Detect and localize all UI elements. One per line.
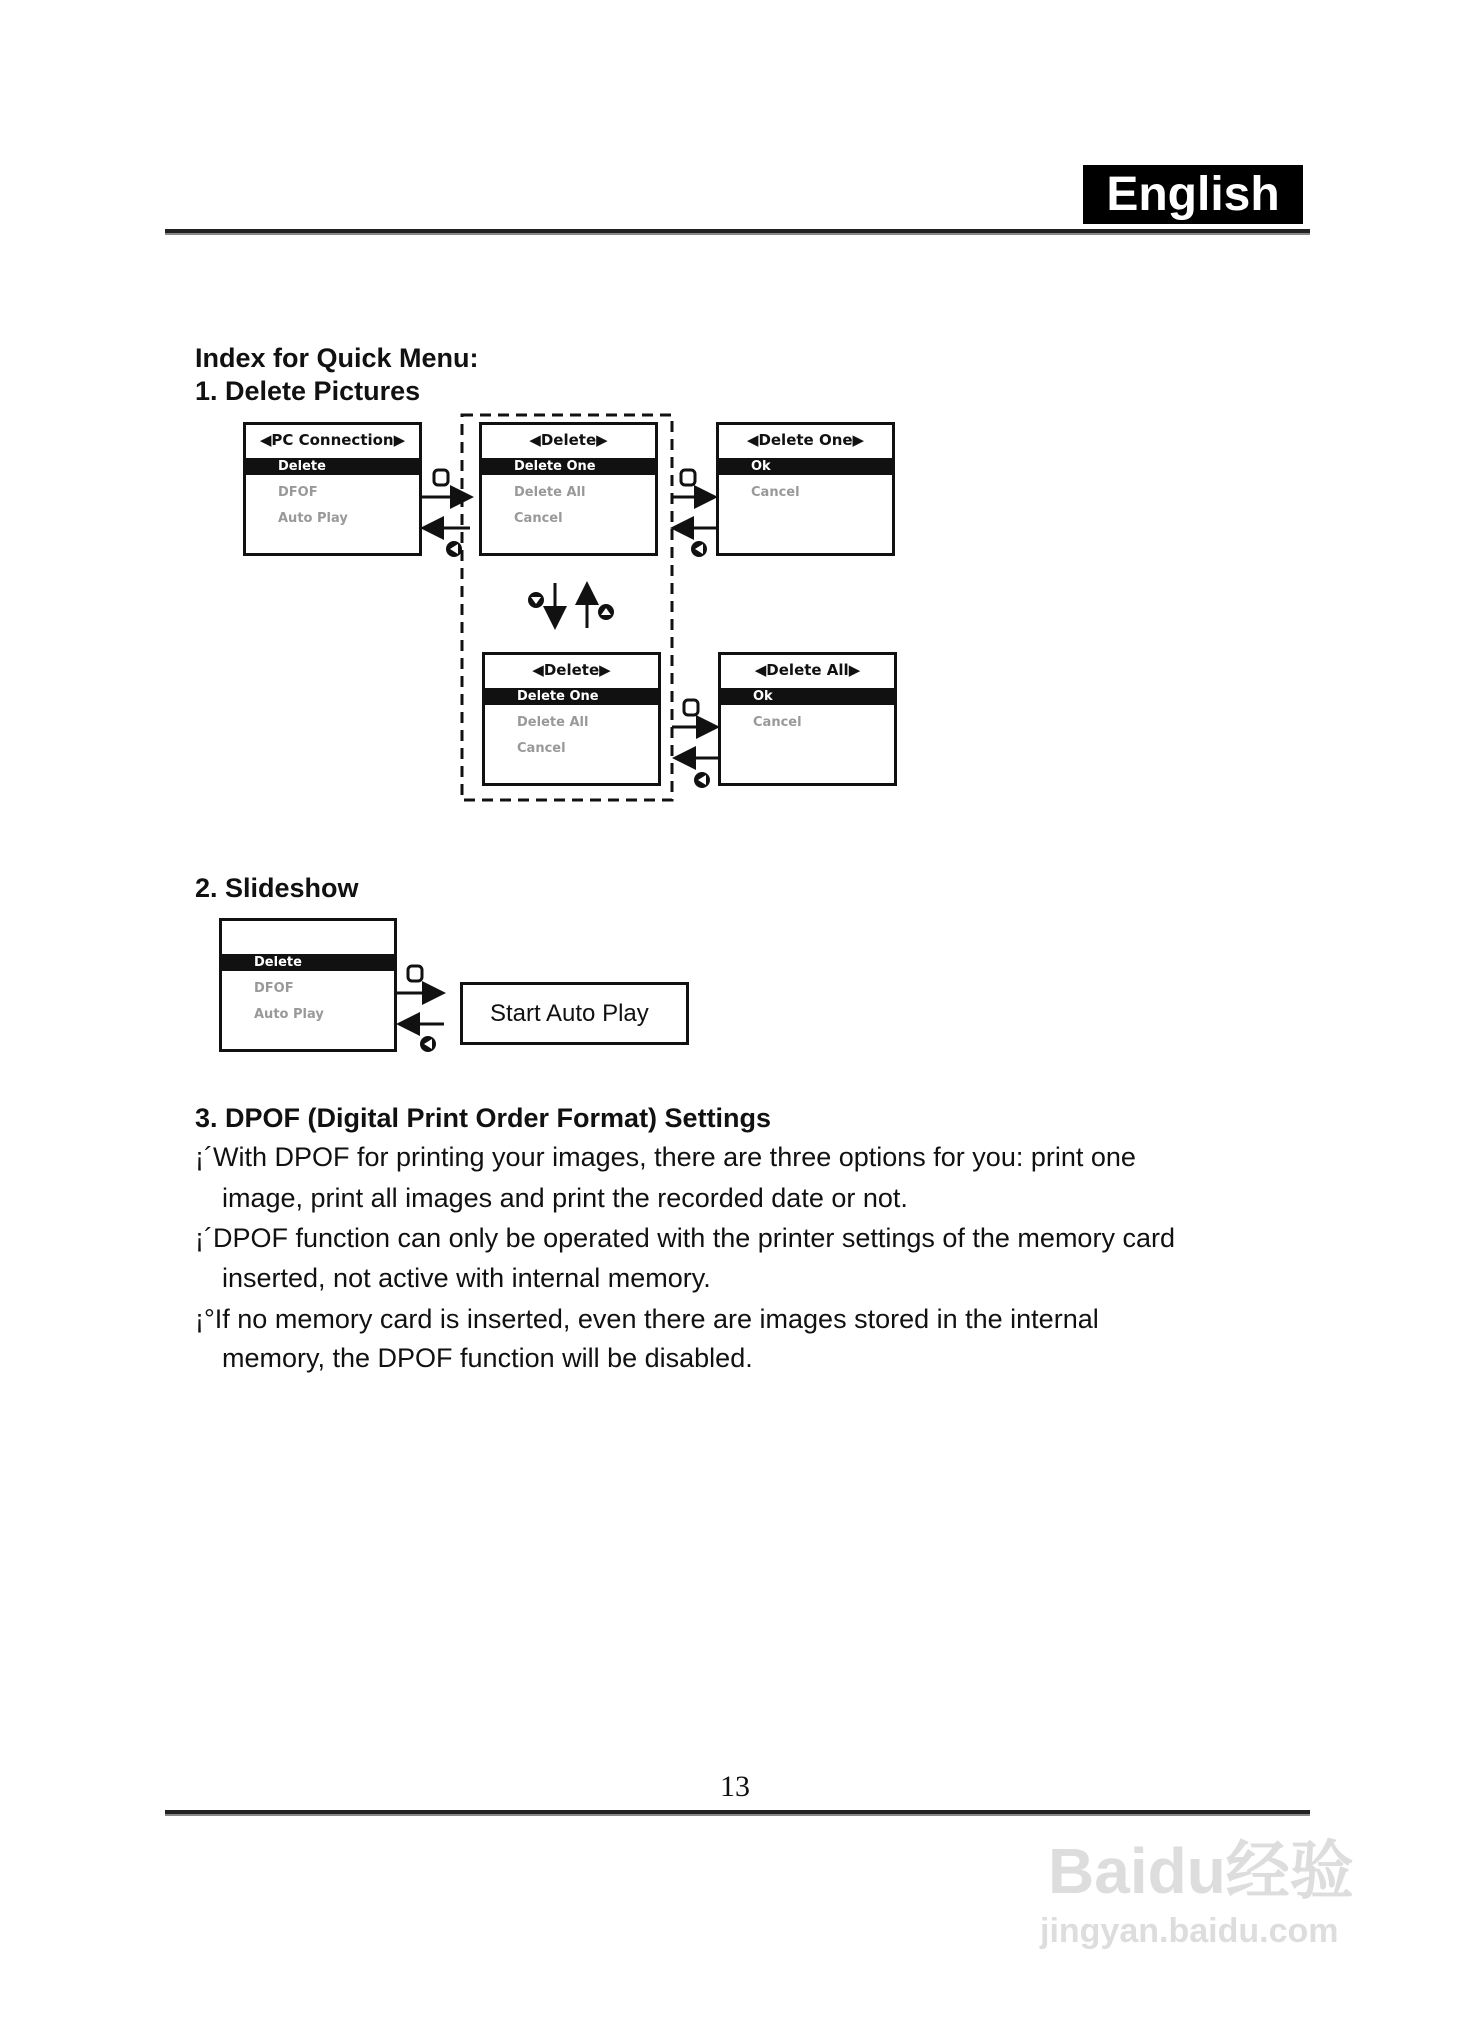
selected-item: Delete (246, 458, 419, 475)
paragraph-line: ¡°If no memory card is inserted, even there are images stored in the internal (195, 1304, 1099, 1334)
paragraph-line: ¡´DPOF function can only be operated with the printer settings of the memory card (195, 1223, 1175, 1253)
back-button-icon (446, 541, 462, 557)
screen-delete-2 (482, 652, 661, 786)
menu-item: DFOF (254, 981, 294, 996)
screen-slideshow (219, 918, 397, 1052)
back-button-icon (694, 772, 710, 788)
baidu-watermark (1040, 1820, 1354, 1951)
down-button-icon (528, 592, 544, 608)
selected-item: Delete One (485, 688, 658, 705)
watermark-url: jingyan.baidu.com (1040, 1912, 1339, 1950)
screen-title: ◀Delete All▶ (754, 661, 861, 679)
index-title: Index for Quick Menu: (195, 343, 479, 373)
start-auto-play-box: Start Auto Play (460, 982, 689, 1045)
menu-item: Auto Play (278, 511, 348, 526)
menu-item: Cancel (753, 715, 802, 730)
menu-item: DFOF (278, 485, 318, 500)
selected-item: Ok (719, 458, 892, 475)
back-button-icon (691, 541, 707, 557)
paragraph-line: inserted, not active with internal memory. (222, 1263, 711, 1293)
screen-delete-all (718, 652, 897, 786)
screen-title: ◀PC Connection▶ (259, 431, 406, 449)
screen-title: ◀Delete▶ (532, 661, 611, 679)
ok-button-icon (681, 470, 695, 485)
language-badge: English (1083, 165, 1303, 224)
menu-item: Auto Play (254, 1007, 324, 1022)
paragraph-line: memory, the DPOF function will be disabled. (222, 1343, 753, 1373)
screen-delete (479, 422, 658, 556)
section2-title: 2. Slideshow (195, 873, 359, 903)
screen-title: ◀Delete One▶ (746, 431, 865, 449)
up-button-icon (598, 604, 614, 620)
menu-item: Cancel (514, 511, 563, 526)
screen-pc-connection (243, 422, 422, 556)
section1-title: 1. Delete Pictures (195, 376, 421, 406)
selected-item: Delete One (482, 458, 655, 475)
ok-button-icon (684, 700, 698, 715)
paragraph-line: ¡´With DPOF for printing your images, there are three options for you: print one (195, 1142, 1136, 1172)
back-button-icon (420, 1036, 436, 1052)
selected-item: Delete (222, 954, 394, 971)
ok-button-icon (434, 470, 448, 485)
menu-item: Delete All (517, 715, 589, 730)
menu-item: Cancel (517, 741, 566, 756)
screen-delete-one (716, 422, 895, 556)
menu-item: Delete All (514, 485, 586, 500)
menu-item: Cancel (751, 485, 800, 500)
ok-button-icon (408, 966, 422, 981)
paragraph-line: image, print all images and print the recorded date or not. (222, 1183, 908, 1213)
page-number: 13 (720, 1770, 750, 1803)
screen-title: ◀Delete▶ (529, 431, 608, 449)
selected-item: Ok (721, 688, 894, 705)
watermark-brand: Baidu经验 (1048, 1835, 1354, 1907)
section3-title: 3. DPOF (Digital Print Order Format) Settings (195, 1103, 772, 1133)
footer-rule (165, 1810, 1310, 1816)
